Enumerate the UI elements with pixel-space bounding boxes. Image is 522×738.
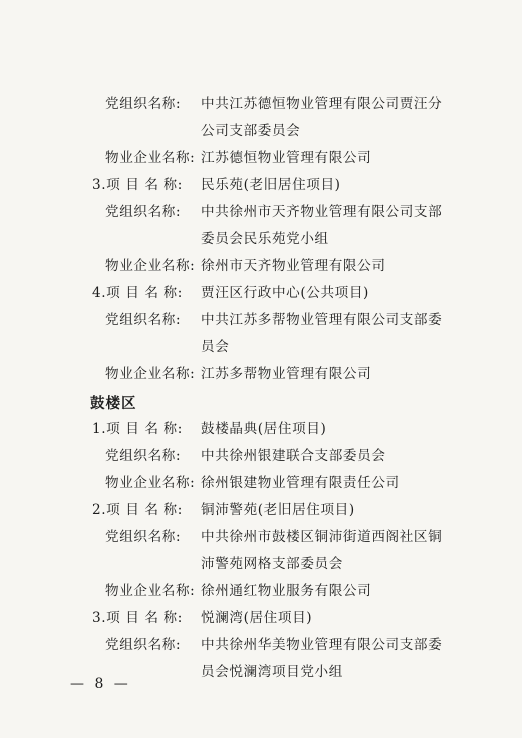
project-value: 民乐苑(老旧居住项目) — [201, 177, 341, 193]
project-label: 1.项 目 名 称: — [92, 421, 183, 437]
company-value: 徐州银建物业管理有限责任公司 — [201, 475, 400, 491]
project-value: 贾汪区行政中心(公共项目) — [201, 285, 369, 301]
party-value: 中共徐州银建联合支部委员会 — [201, 448, 386, 464]
project-label: 3.项 目 名 称: — [92, 177, 183, 193]
party-value-cont: 委员会民乐苑党小组 — [201, 231, 329, 247]
project-label: 2.项 目 名 称: — [92, 502, 183, 518]
party-value: 中共徐州华美物业管理有限公司支部委 — [201, 637, 443, 653]
company-label: 物业企业名称: — [105, 366, 196, 382]
party-label: 党组织名称: — [105, 204, 182, 220]
project-value: 铜沛警苑(老旧居住项目) — [201, 502, 355, 518]
party-value-cont: 公司支部委员会 — [201, 123, 301, 139]
party-value-cont: 员会 — [201, 339, 230, 355]
project-value: 悦澜湾(居住项目) — [201, 610, 313, 626]
party-value: 中共徐州市天齐物业管理有限公司支部 — [201, 204, 443, 220]
party-value: 中共江苏德恒物业管理有限公司贾汪分 — [201, 96, 443, 112]
company-value: 徐州市天齐物业管理有限公司 — [201, 258, 386, 274]
project-value: 鼓楼晶典(居住项目) — [201, 421, 327, 437]
party-value-cont: 员会悦澜湾项目党小组 — [201, 664, 343, 680]
company-label: 物业企业名称: — [105, 258, 196, 274]
party-label: 党组织名称: — [105, 448, 182, 464]
party-value-cont: 沛警苑网格支部委员会 — [201, 556, 343, 572]
company-label: 物业企业名称: — [105, 475, 196, 491]
company-label: 物业企业名称: — [105, 150, 196, 166]
project-label: 4.项 目 名 称: — [92, 285, 183, 301]
party-value: 中共江苏多帮物业管理有限公司支部委 — [201, 312, 443, 328]
company-value: 江苏德恒物业管理有限公司 — [201, 150, 372, 166]
page-number: — 8 — — [70, 676, 131, 692]
company-label: 物业企业名称: — [105, 583, 196, 599]
party-label: 党组织名称: — [105, 312, 182, 328]
company-value: 徐州通红物业服务有限公司 — [201, 583, 372, 599]
company-value: 江苏多帮物业管理有限公司 — [201, 366, 372, 382]
party-value: 中共徐州市鼓楼区铜沛街道西阁社区铜 — [201, 529, 443, 545]
project-label: 3.项 目 名 称: — [92, 610, 183, 626]
section-heading: 鼓楼区 — [90, 395, 137, 412]
party-label: 党组织名称: — [105, 637, 182, 653]
party-label: 党组织名称: — [105, 96, 182, 112]
party-label: 党组织名称: — [105, 529, 182, 545]
